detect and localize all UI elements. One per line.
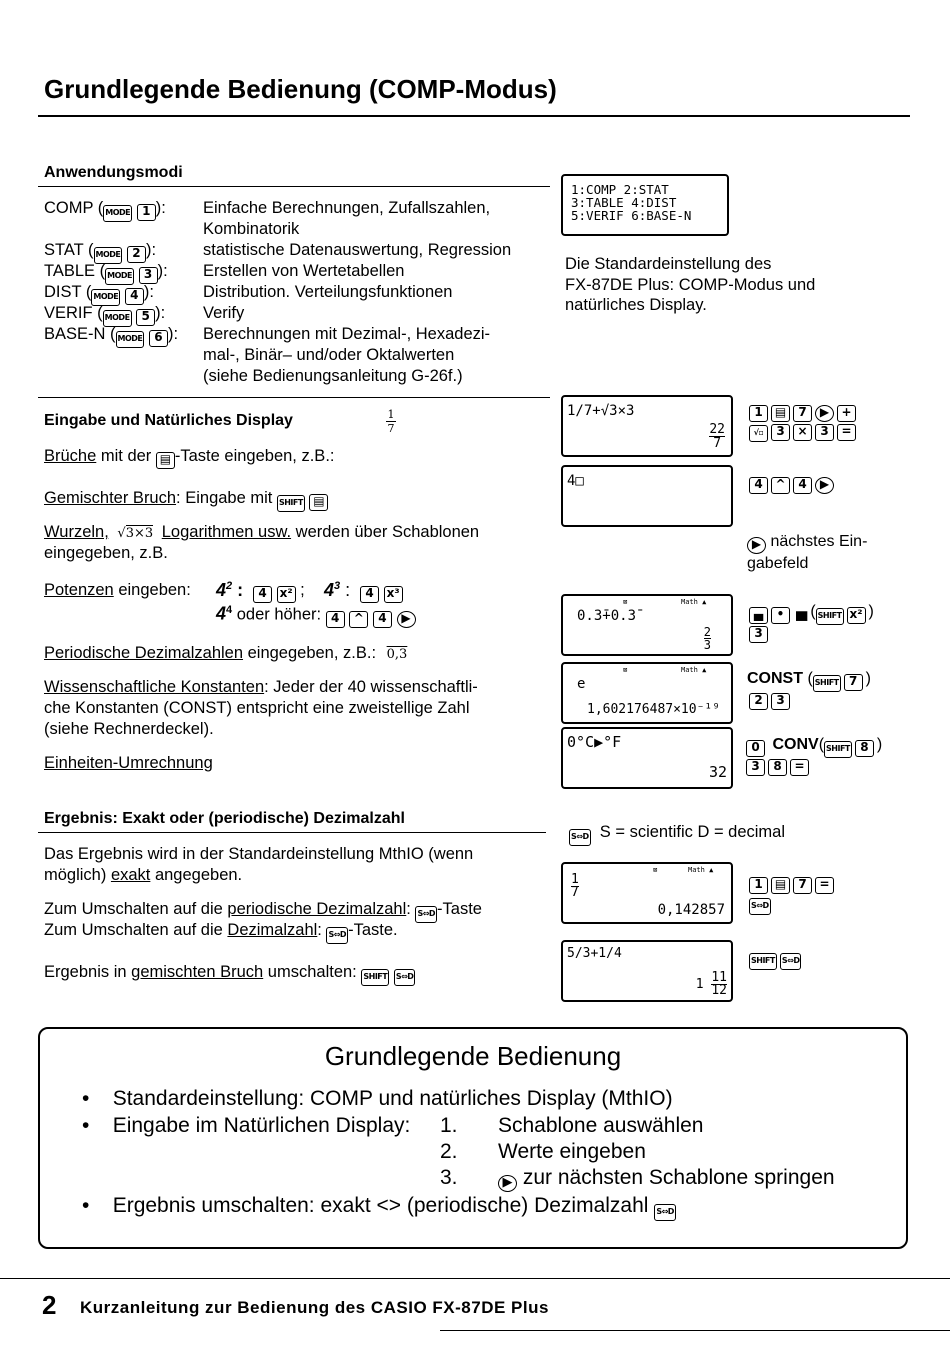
base: 4 — [324, 580, 335, 600]
modes-rule — [38, 186, 550, 187]
mode-key: MODE — [94, 247, 123, 264]
footer-rule-bottom — [440, 1330, 950, 1331]
units-link[interactable]: Einheiten-Umrechnung — [44, 754, 213, 772]
keys-seq-2 — [749, 473, 837, 494]
equals-key: = — [815, 877, 834, 894]
root-expr: 3×3 — [125, 526, 154, 541]
const-line — [44, 677, 478, 698]
digit-key: 3 — [771, 424, 790, 441]
power-key: ^ — [349, 611, 368, 628]
step-text: Werte eingeben — [498, 1140, 646, 1163]
keys-seq-7 — [749, 948, 804, 970]
mode-name: COMP ( — [44, 199, 104, 217]
status-indicator: ⊠ — [623, 666, 628, 674]
keys-seq-4: CONST ( SHIFT 7 ) — [747, 670, 871, 692]
cube-key: x³ — [384, 586, 403, 603]
exponent: 4 — [226, 604, 233, 616]
screen-line: 3:TABLE 4:DIST — [571, 195, 677, 210]
keys-seq-1b — [749, 420, 859, 442]
const-label: CONST — [747, 670, 803, 687]
text: mit der — [96, 447, 156, 465]
powers-link[interactable]: Potenzen — [44, 581, 114, 599]
keys-seq-5: 0 CONV( SHIFT 8 ) — [746, 736, 882, 758]
sqrt-key: √▫ — [749, 425, 768, 442]
frac-den: 7 — [571, 885, 579, 900]
mode-close: ): — [145, 241, 157, 259]
text: Zum Umschalten auf die — [44, 900, 228, 918]
result-line-5 — [44, 962, 415, 986]
step-num: 1. — [440, 1114, 458, 1137]
keys-seq-3b — [749, 622, 771, 643]
footer-rule — [0, 1278, 950, 1279]
equals-key: = — [837, 424, 856, 441]
digit-key: 4 — [326, 611, 345, 628]
screen-expr: 4□ — [567, 473, 584, 489]
periodic-example: 0,3 — [386, 647, 408, 662]
step-num: 3. — [440, 1166, 458, 1189]
digit-key: 3 — [746, 759, 765, 776]
text: umschalten: — [263, 963, 362, 981]
dot-key: • — [771, 607, 790, 624]
screen-line: 5:VERIF 6:BASE-N — [571, 208, 692, 223]
shift-key: SHIFT — [813, 675, 841, 692]
periodic-line — [44, 643, 407, 666]
bullet-text: Eingabe im Natürlichen Display: — [112, 1114, 411, 1137]
mode-desc-cont: (siehe Bedienungsanleitung G-26f.) — [203, 367, 463, 385]
res-num: 11 — [711, 970, 727, 985]
digit-key: 7 — [793, 405, 812, 422]
note-line: Die Standardeinstellung des — [565, 255, 772, 273]
base: 4 — [216, 603, 227, 624]
text: werden über Schablonen — [291, 523, 480, 541]
const-line-2: che Konstanten (CONST) entspricht eine zweistellige Zahl — [44, 699, 470, 717]
root-example: √3×3 — [117, 526, 154, 541]
exponent: 2 — [226, 580, 233, 592]
log-link[interactable]: Logarithmen usw. — [161, 523, 292, 541]
text: oder höher: — [232, 605, 322, 624]
mode-name: DIST ( — [44, 283, 92, 301]
note-text: gabefeld — [747, 555, 809, 572]
mode-desc: Berechnungen mit Dezimal-, Hexadezi- — [203, 325, 491, 343]
mode-desc-cont: mal-, Binär– und/oder Oktalwerten — [203, 346, 455, 364]
result-line-2 — [44, 865, 242, 886]
equals-key: = — [790, 759, 809, 776]
screen-expr: e — [577, 676, 586, 692]
sd-key: S⇔D — [654, 1204, 676, 1221]
digit-key: 2 — [127, 246, 146, 263]
digit-key: 1 — [749, 405, 768, 422]
note-line: natürliches Display. — [565, 296, 707, 314]
digit-key: 3 — [749, 626, 768, 643]
fractions-link[interactable]: Brüche — [44, 447, 97, 465]
sd-key: S⇔D — [780, 953, 802, 970]
frac-num: 1 — [571, 872, 579, 887]
right-arrow-key: ▶ — [747, 537, 766, 554]
square-key: x² — [277, 586, 296, 603]
periodic-decimal-link[interactable]: periodische Dezimalzahl — [227, 900, 407, 918]
fraction-key: ▤ — [156, 452, 175, 469]
result-rule — [38, 832, 546, 833]
powers-keys1: 4 x² ; — [253, 580, 305, 603]
right-arrow-key: ▶ — [498, 1175, 517, 1192]
digit-key: 8 — [768, 759, 787, 776]
mode-desc: Erstellen von Wertetabellen — [203, 262, 405, 280]
shift-key: SHIFT — [816, 608, 844, 625]
status-indicator: ⊠ — [653, 866, 658, 874]
digit-key: 1 — [749, 877, 768, 894]
shift-key: SHIFT — [277, 495, 305, 512]
fractions-line — [44, 446, 335, 469]
bullet-2: • Eingabe im Natürlichen Display: — [82, 1114, 411, 1137]
res-den: 7 — [709, 436, 725, 450]
decimal-link[interactable]: Dezimalzahl — [227, 921, 318, 939]
note-text: S = scientific D = decimal — [599, 823, 786, 841]
conv-label: CONV — [772, 736, 819, 753]
screen-expr: 0°C▶°F — [567, 733, 622, 751]
units-line — [44, 753, 213, 774]
default-note — [565, 254, 815, 316]
mode-key: MODE — [103, 205, 132, 222]
right-arrow-key: ▶ — [815, 405, 834, 422]
digit-key: 7 — [844, 674, 863, 691]
mode-desc: Verify — [203, 304, 245, 322]
digit-key: 2 — [749, 693, 768, 710]
fraction-key: ▤ — [309, 494, 328, 511]
text: eingeben: — [113, 581, 191, 599]
zero-key: 0 — [746, 740, 765, 757]
keys-seq-3: ▄ • ▄ ( SHIFT x² ) — [749, 603, 874, 625]
digit-key: 7 — [793, 877, 812, 894]
digit-key: 4 — [749, 477, 768, 494]
bullet-text: Ergebnis umschalten: exakt <> (periodische) Dezimalzahl — [112, 1194, 649, 1217]
mode-desc: Einfache Berechnungen, Zufallszahlen, — [203, 199, 491, 217]
powers-line — [44, 580, 191, 601]
result-line-1: Das Ergebnis wird in der Standardeinstellung MthIO (wenn — [44, 845, 474, 863]
mode-name: VERIF ( — [44, 304, 103, 322]
bullet-1: • Standardeinstellung: COMP und natürliches Display (MthIO) — [82, 1087, 673, 1110]
power-key: ^ — [771, 477, 790, 494]
plus-key: + — [837, 405, 856, 422]
screen-line: 1:COMP 2:STAT — [571, 182, 669, 197]
exponent: 3 — [334, 580, 341, 592]
screen-expr: 5/3+1/4 — [567, 946, 622, 961]
res-num: 2 — [703, 625, 711, 639]
digit-key: 3 — [815, 424, 834, 441]
mode-desc: Distribution. Verteilungsfunktionen — [203, 283, 453, 301]
mode-close: ): — [155, 199, 166, 217]
roots-line-2: eingegeben, z.B. — [44, 544, 168, 562]
constants-link[interactable]: Wissenschaftliche Konstanten — [44, 678, 265, 696]
text: Zum Umschalten auf die — [44, 921, 228, 939]
keys-seq-1 — [749, 401, 859, 422]
res-den: 12 — [711, 983, 727, 998]
fraction-sample — [386, 408, 396, 435]
input-heading: Eingabe und Natürliches Display — [44, 412, 293, 429]
screen-expr — [571, 874, 579, 899]
times-key: × — [793, 424, 812, 441]
keys-seq-6 — [749, 873, 837, 894]
next-field-note — [747, 532, 867, 575]
powers-ex3 — [216, 600, 416, 628]
sd-key: S⇔D — [749, 898, 771, 915]
footer-text: Kurzanleitung zur Bedienung des CASIO FX-87DE Plus — [80, 1298, 549, 1317]
status-indicator: ⊠ — [623, 598, 628, 606]
note-text: nächstes Ein- — [770, 533, 868, 550]
digit-key: 3 — [771, 693, 790, 710]
mode-key: MODE — [103, 310, 132, 327]
zero-key: ▄ — [749, 607, 768, 624]
text: : Jeder der 40 wissenschaftli- — [264, 678, 478, 696]
fraction-key: ▤ — [771, 877, 790, 894]
input-rule — [38, 397, 550, 398]
text: möglich) — [44, 866, 111, 884]
square-key: x² — [847, 607, 866, 624]
mode-close: ): — [155, 304, 166, 322]
keys-seq-5b — [746, 755, 812, 776]
mode-close: ): — [167, 325, 179, 343]
mode-name: STAT ( — [44, 241, 94, 259]
right-arrow-key: ▶ — [397, 611, 416, 628]
title-rule — [38, 115, 910, 117]
digit-key: 4 — [373, 611, 392, 628]
screen-expr: 1/7+√3×3 — [567, 403, 635, 419]
screen-periodic — [561, 594, 733, 656]
step-text: Schablone auswählen — [498, 1114, 704, 1137]
step-3 — [498, 1166, 835, 1192]
screen-decimal — [561, 862, 733, 924]
sd-key: S⇔D — [394, 969, 416, 986]
text: -Taste. — [348, 921, 398, 939]
shift-key: SHIFT — [749, 953, 777, 970]
text: -Taste eingeben, z.B.: — [174, 447, 335, 465]
mode-close: ): — [143, 283, 154, 301]
mode-close: ): — [157, 262, 168, 280]
screen-result — [709, 423, 725, 450]
bullet-text: Standardeinstellung: COMP und natürliches Display (MthIO) — [112, 1087, 673, 1110]
screen-result: 1,602176487×10⁻¹⁹ — [587, 702, 721, 717]
status-math: Math ▲ — [681, 598, 707, 606]
status-math: Math ▲ — [688, 866, 714, 874]
result-line-4 — [44, 920, 398, 944]
result-heading: Ergebnis: Exakt oder (periodische) Dezimalzahl — [44, 810, 405, 827]
screen-conversion — [561, 727, 733, 789]
screen-expr: 0.3̄+0.3̄ — [577, 608, 637, 624]
screen-mixed — [561, 940, 733, 1002]
status-math: Math ▲ — [681, 666, 707, 674]
mode-name: BASE-N ( — [44, 325, 116, 343]
digit-key: 5 — [136, 309, 155, 326]
page-title: Grundlegende Bedienung (COMP-Modus) — [44, 74, 557, 104]
digit-key: 4 — [360, 586, 379, 603]
page-number: 2 — [42, 1290, 57, 1320]
base: 4 — [216, 580, 227, 600]
recurring-symbol: ▄ — [796, 603, 808, 620]
mode-name: TABLE ( — [44, 262, 106, 280]
digit-key: 4 — [253, 586, 272, 603]
roots-line — [44, 522, 479, 545]
res-num: 22 — [709, 422, 725, 437]
screen-power-template — [561, 465, 733, 527]
frac-num: 1 — [387, 408, 395, 421]
digit-key: 4 — [793, 477, 812, 494]
mixed-line — [44, 488, 328, 512]
note-line: FX-87DE Plus: COMP-Modus und — [565, 275, 816, 294]
mode-menu-screen — [561, 174, 729, 236]
summary-title: Grundlegende Bedienung — [324, 1041, 622, 1071]
mode-row-comp — [44, 198, 166, 222]
text: -Taste — [437, 900, 482, 918]
screen-result — [696, 972, 727, 997]
screen-result: 0,142857 — [657, 902, 725, 918]
mode-desc-cont: Kombinatorik — [203, 220, 300, 238]
screen-result: 32 — [708, 763, 727, 781]
text: eingegeben, z.B.: — [243, 644, 377, 662]
mode-key: MODE — [105, 268, 134, 285]
digit-key: 8 — [855, 740, 874, 757]
step-num: 2. — [440, 1140, 458, 1163]
text: angegeben. — [150, 866, 243, 884]
powers-ex2: $4^3$ : — [324, 580, 351, 600]
mode-key: MODE — [91, 289, 120, 306]
text: : Eingabe mit — [176, 489, 273, 507]
exact-link[interactable]: exakt — [110, 866, 151, 884]
text: Ergebnis in — [44, 963, 132, 981]
digit-key: 6 — [149, 330, 168, 347]
res-whole: 1 — [695, 977, 704, 992]
shift-key: SHIFT — [824, 741, 852, 758]
digit-key: 4 — [125, 288, 144, 305]
digit-key: 3 — [139, 267, 158, 284]
step-text: zur nächsten Schablone springen — [522, 1166, 835, 1189]
mode-key: MODE — [116, 331, 145, 348]
screen-result — [704, 626, 711, 651]
right-arrow-key: ▶ — [815, 477, 834, 494]
periodic-link[interactable]: Periodische Dezimalzahlen — [44, 644, 244, 662]
keys-seq-6b — [749, 893, 774, 915]
frac-den: 7 — [387, 422, 395, 435]
modes-heading: Anwendungsmodi — [44, 164, 183, 181]
roots-link[interactable]: Wurzeln, — [44, 523, 109, 541]
res-den: 3 — [703, 638, 711, 652]
mode-desc: statistische Datenauswertung, Regression — [203, 241, 512, 259]
text: : — [317, 921, 327, 939]
shift-key: SHIFT — [361, 969, 389, 986]
digit-key: 1 — [137, 204, 156, 221]
sd-key: S⇔D — [415, 906, 437, 923]
sd-key: S⇔D — [326, 927, 348, 944]
mixed-fraction-result-link[interactable]: gemischten Bruch — [131, 963, 264, 981]
fraction-key: ▤ — [771, 405, 790, 422]
summary-box — [38, 1027, 908, 1249]
text: : — [406, 900, 416, 918]
keys-seq-4b — [749, 689, 793, 710]
const-line-3: (siehe Rechnerdeckel). — [44, 720, 214, 738]
mixed-fraction-link[interactable]: Gemischter Bruch — [44, 489, 177, 507]
powers-ex1: $4^2$ : — [216, 580, 244, 600]
sd-note — [569, 822, 785, 846]
bullet-3: • Ergebnis umschalten: exakt <> (periodische) Dezimalzahl S⇔D — [82, 1194, 676, 1221]
mode-row-basen — [44, 324, 178, 348]
screen-fraction-root — [561, 395, 733, 457]
sd-key: S⇔D — [569, 829, 591, 846]
screen-constant — [561, 662, 733, 724]
